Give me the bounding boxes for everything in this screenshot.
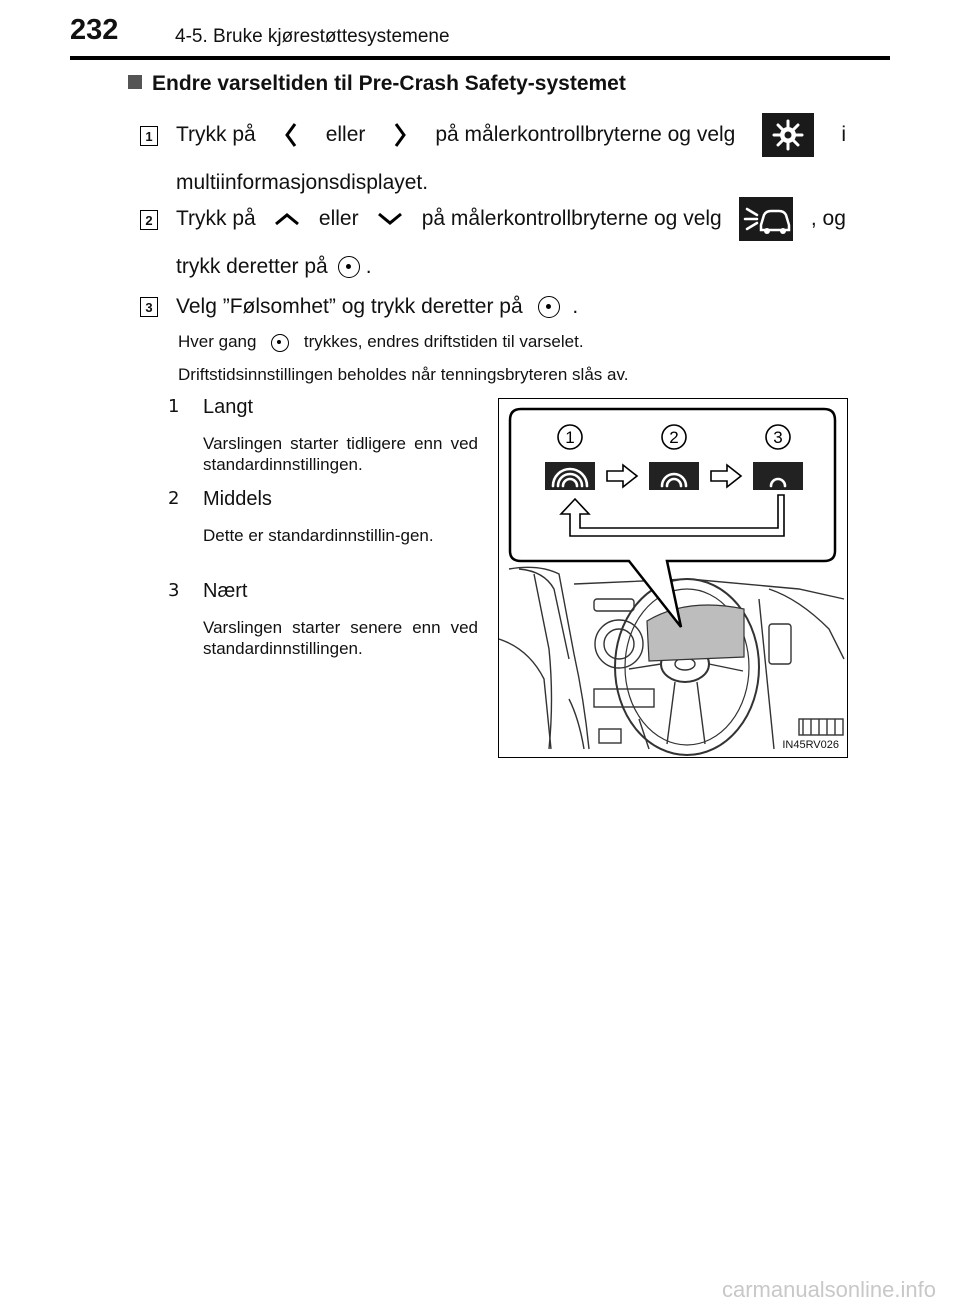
figure-label-2: 2 [669, 428, 679, 447]
step-2-text-c: på målerkontrollbryterne og velg [421, 207, 722, 230]
step-1-text-e: multiinformasjonsdisplayet. [176, 171, 429, 194]
step-3-text-a: Velg ”Følsomhet” og trykk deretter på [176, 295, 523, 318]
step-2-text-b: eller [318, 207, 359, 230]
step-3-text-b: . [572, 295, 579, 318]
option-number-1: 1 [168, 396, 180, 417]
step-number-2: 2 [140, 210, 158, 230]
step-2-text-f: . [365, 255, 372, 278]
note-1 [178, 332, 584, 352]
option-title-2: Middels [203, 488, 272, 510]
note-1-text-a: Hver gang [178, 332, 257, 351]
chapter-title: 4-5. Bruke kjørestøttesystemene [175, 26, 450, 47]
dashboard-figure [498, 398, 848, 758]
step-2-text-a: Trykk på [176, 207, 256, 230]
option-number-2: 2 [168, 488, 180, 509]
option-desc-2: Dette er standardinnstillin-gen. [203, 526, 434, 545]
step-3 [176, 283, 578, 331]
step-number-1: 1 [140, 126, 158, 146]
step-2 [176, 195, 846, 291]
step-number-3: 3 [140, 297, 158, 317]
note-2: Driftstidsinnstillingen beholdes når tenningsbryteren slås av. [178, 365, 629, 384]
ok-button-icon [338, 256, 360, 278]
step-1-text-d: i [841, 123, 846, 146]
option-title-1: Langt [203, 396, 254, 418]
step-1-text-b: eller [325, 123, 366, 146]
figure-label-3: 3 [773, 428, 783, 447]
figure-label-1: 1 [565, 428, 575, 447]
chevron-down-icon [376, 211, 404, 227]
header-rule [70, 56, 890, 60]
bullet-square-icon [128, 75, 142, 89]
pre-crash-safety-icon [739, 197, 793, 241]
step-2-text-e: trykk deretter på [176, 255, 328, 278]
option-title-3: Nært [203, 580, 248, 602]
dashboard-illustration [499, 399, 848, 758]
section-heading [128, 72, 626, 96]
step-1-text-c: på målerkontrollbryterne og velg [435, 123, 736, 146]
figure-code: IN45RV026 [782, 739, 839, 751]
ok-button-icon [271, 334, 289, 352]
step-1-text-a: Trykk på [176, 123, 256, 146]
note-1-text-b: trykkes, endres driftstiden til varselet. [303, 332, 584, 351]
chevron-up-icon [273, 211, 301, 227]
step-2-text-d: , og [810, 207, 846, 230]
step-1 [176, 111, 846, 207]
section-title: Endre varseltiden til Pre-Crash Safety-systemet [152, 72, 626, 95]
ok-button-icon [538, 296, 560, 318]
option-number-3: 3 [168, 580, 180, 601]
watermark: carmanualsonline.info [721, 1277, 936, 1302]
page-number: 232 [70, 14, 119, 46]
chevron-right-icon [392, 121, 408, 149]
settings-gear-icon [762, 113, 814, 157]
chevron-left-icon [283, 121, 299, 149]
option-desc-1: Varslingen starter tidligere enn ved standardinnstillingen. [203, 434, 478, 474]
option-desc-3: Varslingen starter senere enn ved standardinnstillingen. [203, 618, 478, 658]
